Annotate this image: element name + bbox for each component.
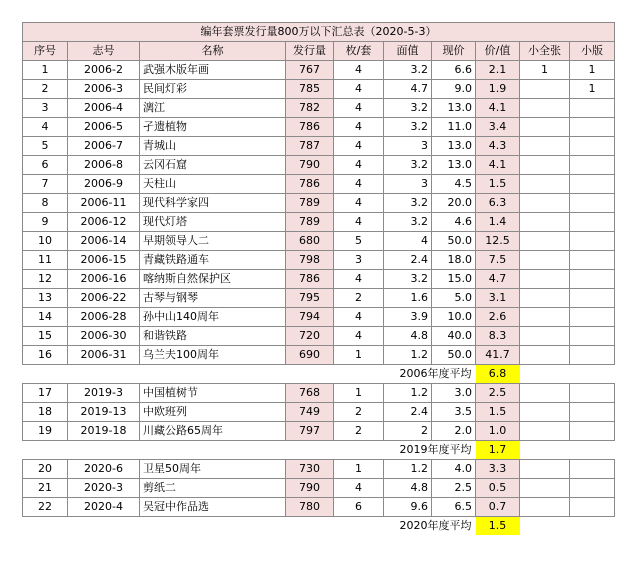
cell-ratio: 0.7: [476, 498, 520, 517]
cell-issue: 797: [286, 422, 334, 441]
cell-pieces: 4: [334, 479, 384, 498]
table-row: [23, 270, 615, 289]
cell-price: 18.0: [432, 251, 476, 270]
average-row: [23, 365, 615, 384]
cell-price: 3.5: [432, 403, 476, 422]
cell-code: 2006-4: [68, 99, 140, 118]
average-row: [23, 517, 615, 536]
cell-ratio: 41.7: [476, 346, 520, 365]
cell-sheetlet: [520, 118, 570, 137]
header-price: 现价: [432, 42, 476, 61]
cell-sheetlet: [520, 422, 570, 441]
cell-price: 2.5: [432, 479, 476, 498]
cell-price: 13.0: [432, 137, 476, 156]
table-row: [23, 346, 615, 365]
cell-price: 6.6: [432, 61, 476, 80]
cell-no: 11: [23, 251, 68, 270]
cell-name: 和谐铁路: [140, 327, 286, 346]
cell-pieces: 4: [334, 99, 384, 118]
cell-price: 2.0: [432, 422, 476, 441]
cell-price: 5.0: [432, 289, 476, 308]
cell-issue: 789: [286, 213, 334, 232]
cell-face-value: 4.7: [384, 80, 432, 99]
cell-minisheet: [570, 460, 615, 479]
cell-code: 2019-3: [68, 384, 140, 403]
cell-issue: 790: [286, 479, 334, 498]
cell-code: 2006-5: [68, 118, 140, 137]
cell-pieces: 2: [334, 403, 384, 422]
cell-pieces: 4: [334, 308, 384, 327]
average-value: 1.5: [476, 517, 520, 536]
cell-face-value: 3: [384, 175, 432, 194]
cell-price: 3.0: [432, 384, 476, 403]
table-row: [23, 213, 615, 232]
cell-price: 40.0: [432, 327, 476, 346]
cell-name: 古琴与钢琴: [140, 289, 286, 308]
cell-minisheet: [570, 156, 615, 175]
header-row: [23, 42, 615, 61]
table-row: [23, 327, 615, 346]
average-label: 2020年度平均: [399, 519, 472, 532]
cell-issue: 749: [286, 403, 334, 422]
cell-ratio: 2.5: [476, 384, 520, 403]
cell-issue: 787: [286, 137, 334, 156]
cell-price: 13.0: [432, 156, 476, 175]
cell-ratio: 3.4: [476, 118, 520, 137]
cell-name: 中国植树节: [140, 384, 286, 403]
cell-minisheet: [570, 137, 615, 156]
header-code: 志号: [68, 42, 140, 61]
table-row: [23, 137, 615, 156]
table-row: [23, 403, 615, 422]
cell-ratio: 0.5: [476, 479, 520, 498]
cell-name: 剪纸二: [140, 479, 286, 498]
cell-sheetlet: [520, 308, 570, 327]
sheet-title: 编年套票发行量800万以下汇总表（2020-5-3）: [23, 23, 615, 42]
table-row: [23, 232, 615, 251]
cell-minisheet: [570, 175, 615, 194]
cell-face-value: 4.8: [384, 327, 432, 346]
average-label: 2006年度平均: [399, 367, 472, 380]
cell-pieces: 3: [334, 251, 384, 270]
cell-no: 12: [23, 270, 68, 289]
cell-price: 11.0: [432, 118, 476, 137]
cell-code: 2020-3: [68, 479, 140, 498]
table-row: [23, 118, 615, 137]
cell-face-value: 3.2: [384, 61, 432, 80]
cell-pieces: 4: [334, 80, 384, 99]
cell-code: 2006-9: [68, 175, 140, 194]
cell-name: 现代科学家四: [140, 194, 286, 213]
average-blank: [520, 365, 615, 384]
cell-no: 19: [23, 422, 68, 441]
cell-ratio: 12.5: [476, 232, 520, 251]
cell-name: 卫星50周年: [140, 460, 286, 479]
cell-face-value: 2.4: [384, 251, 432, 270]
cell-issue: 785: [286, 80, 334, 99]
cell-pieces: 4: [334, 156, 384, 175]
cell-issue: 798: [286, 251, 334, 270]
table-row: [23, 251, 615, 270]
cell-ratio: 6.3: [476, 194, 520, 213]
table-row: [23, 479, 615, 498]
cell-name: 喀纳斯自然保护区: [140, 270, 286, 289]
cell-face-value: 1.2: [384, 346, 432, 365]
cell-name: 天柱山: [140, 175, 286, 194]
cell-minisheet: [570, 327, 615, 346]
cell-code: 2006-7: [68, 137, 140, 156]
table-row: [23, 61, 615, 80]
table-row: [23, 80, 615, 99]
cell-face-value: 3.2: [384, 99, 432, 118]
cell-pieces: 4: [334, 270, 384, 289]
cell-code: 2006-12: [68, 213, 140, 232]
cell-pieces: 4: [334, 137, 384, 156]
cell-price: 9.0: [432, 80, 476, 99]
cell-sheetlet: [520, 270, 570, 289]
header-pieces: 枚/套: [334, 42, 384, 61]
cell-face-value: 2.4: [384, 403, 432, 422]
cell-minisheet: 1: [570, 61, 615, 80]
cell-sheetlet: [520, 327, 570, 346]
cell-issue: 730: [286, 460, 334, 479]
cell-sheetlet: [520, 213, 570, 232]
cell-no: 15: [23, 327, 68, 346]
cell-minisheet: [570, 270, 615, 289]
cell-code: 2006-30: [68, 327, 140, 346]
table-row: [23, 156, 615, 175]
cell-no: 7: [23, 175, 68, 194]
cell-minisheet: [570, 118, 615, 137]
average-blank: [520, 517, 615, 536]
cell-minisheet: [570, 384, 615, 403]
cell-no: 21: [23, 479, 68, 498]
cell-code: 2006-15: [68, 251, 140, 270]
cell-no: 10: [23, 232, 68, 251]
average-blank: [520, 441, 615, 460]
cell-name: 孑遗植物: [140, 118, 286, 137]
cell-name: 吴冠中作品选: [140, 498, 286, 517]
cell-face-value: 4: [384, 232, 432, 251]
cell-code: 2019-18: [68, 422, 140, 441]
cell-price: 13.0: [432, 99, 476, 118]
cell-name: 乌兰夫100周年: [140, 346, 286, 365]
cell-sheetlet: [520, 384, 570, 403]
cell-issue: 780: [286, 498, 334, 517]
cell-price: 4.0: [432, 460, 476, 479]
cell-name: 川藏公路65周年: [140, 422, 286, 441]
cell-ratio: 4.3: [476, 137, 520, 156]
cell-face-value: 3: [384, 137, 432, 156]
cell-no: 22: [23, 498, 68, 517]
cell-minisheet: [570, 289, 615, 308]
cell-face-value: 2: [384, 422, 432, 441]
cell-issue: 768: [286, 384, 334, 403]
cell-code: 2006-8: [68, 156, 140, 175]
cell-name: 青藏铁路通车: [140, 251, 286, 270]
cell-sheetlet: [520, 479, 570, 498]
cell-minisheet: [570, 346, 615, 365]
cell-pieces: 5: [334, 232, 384, 251]
cell-code: 2006-3: [68, 80, 140, 99]
header-face-value: 面值: [384, 42, 432, 61]
cell-minisheet: [570, 422, 615, 441]
cell-issue: 782: [286, 99, 334, 118]
cell-pieces: 4: [334, 175, 384, 194]
cell-code: 2006-11: [68, 194, 140, 213]
cell-ratio: 4.7: [476, 270, 520, 289]
cell-face-value: 3.2: [384, 118, 432, 137]
header-ratio: 价/值: [476, 42, 520, 61]
average-value: 1.7: [476, 441, 520, 460]
cell-face-value: 4.8: [384, 479, 432, 498]
cell-sheetlet: [520, 460, 570, 479]
cell-code: 2006-14: [68, 232, 140, 251]
cell-code: 2020-4: [68, 498, 140, 517]
cell-sheetlet: [520, 99, 570, 118]
cell-no: 20: [23, 460, 68, 479]
cell-sheetlet: 1: [520, 61, 570, 80]
cell-sheetlet: [520, 156, 570, 175]
cell-ratio: 8.3: [476, 327, 520, 346]
table-row: [23, 422, 615, 441]
cell-sheetlet: [520, 232, 570, 251]
cell-minisheet: [570, 479, 615, 498]
cell-code: 2006-28: [68, 308, 140, 327]
table-row: [23, 460, 615, 479]
cell-issue: 767: [286, 61, 334, 80]
cell-sheetlet: [520, 251, 570, 270]
table-row: [23, 498, 615, 517]
cell-issue: 786: [286, 270, 334, 289]
cell-pieces: 2: [334, 289, 384, 308]
cell-ratio: 7.5: [476, 251, 520, 270]
cell-pieces: 4: [334, 327, 384, 346]
cell-price: 50.0: [432, 346, 476, 365]
cell-code: 2006-2: [68, 61, 140, 80]
cell-ratio: 3.1: [476, 289, 520, 308]
cell-minisheet: [570, 498, 615, 517]
cell-price: 4.6: [432, 213, 476, 232]
cell-face-value: 3.2: [384, 213, 432, 232]
cell-name: 中欧班列: [140, 403, 286, 422]
cell-sheetlet: [520, 137, 570, 156]
average-row: [23, 441, 615, 460]
table-row: [23, 289, 615, 308]
cell-sheetlet: [520, 80, 570, 99]
cell-issue: 690: [286, 346, 334, 365]
cell-name: 早期领导人二: [140, 232, 286, 251]
stamp-summary-sheet: [22, 22, 615, 535]
table-row: [23, 99, 615, 118]
cell-pieces: 2: [334, 422, 384, 441]
cell-name: 云冈石窟: [140, 156, 286, 175]
cell-minisheet: [570, 213, 615, 232]
cell-code: 2006-16: [68, 270, 140, 289]
cell-ratio: 3.3: [476, 460, 520, 479]
stamp-summary-table: [22, 22, 615, 535]
cell-face-value: 3.2: [384, 270, 432, 289]
cell-pieces: 6: [334, 498, 384, 517]
cell-code: 2006-31: [68, 346, 140, 365]
cell-no: 14: [23, 308, 68, 327]
cell-minisheet: [570, 99, 615, 118]
cell-pieces: 1: [334, 346, 384, 365]
cell-issue: 789: [286, 194, 334, 213]
cell-ratio: 2.6: [476, 308, 520, 327]
cell-face-value: 3.2: [384, 194, 432, 213]
cell-ratio: 1.9: [476, 80, 520, 99]
cell-no: 17: [23, 384, 68, 403]
cell-face-value: 1.2: [384, 384, 432, 403]
cell-code: 2020-6: [68, 460, 140, 479]
cell-ratio: 1.5: [476, 175, 520, 194]
cell-face-value: 9.6: [384, 498, 432, 517]
cell-pieces: 1: [334, 384, 384, 403]
cell-price: 20.0: [432, 194, 476, 213]
cell-minisheet: 1: [570, 80, 615, 99]
header-sheetlet: 小全张: [520, 42, 570, 61]
cell-face-value: 1.6: [384, 289, 432, 308]
cell-minisheet: [570, 232, 615, 251]
cell-face-value: 3.9: [384, 308, 432, 327]
cell-name: 漓江: [140, 99, 286, 118]
cell-pieces: 4: [334, 61, 384, 80]
cell-no: 1: [23, 61, 68, 80]
cell-minisheet: [570, 194, 615, 213]
table-row: [23, 175, 615, 194]
cell-sheetlet: [520, 194, 570, 213]
cell-ratio: 4.1: [476, 99, 520, 118]
cell-sheetlet: [520, 175, 570, 194]
cell-issue: 795: [286, 289, 334, 308]
cell-pieces: 4: [334, 213, 384, 232]
cell-issue: 786: [286, 175, 334, 194]
cell-minisheet: [570, 403, 615, 422]
cell-issue: 720: [286, 327, 334, 346]
cell-ratio: 2.1: [476, 61, 520, 80]
header-name: 名称: [140, 42, 286, 61]
cell-sheetlet: [520, 498, 570, 517]
cell-name: 武强木版年画: [140, 61, 286, 80]
cell-pieces: 1: [334, 460, 384, 479]
cell-price: 15.0: [432, 270, 476, 289]
table-row: [23, 308, 615, 327]
cell-sheetlet: [520, 403, 570, 422]
header-issue: 发行量: [286, 42, 334, 61]
title-row: [23, 23, 615, 42]
cell-face-value: 1.2: [384, 460, 432, 479]
cell-no: 16: [23, 346, 68, 365]
cell-no: 8: [23, 194, 68, 213]
cell-pieces: 4: [334, 118, 384, 137]
average-label: 2019年度平均: [399, 443, 472, 456]
cell-issue: 680: [286, 232, 334, 251]
cell-name: 孙中山140周年: [140, 308, 286, 327]
cell-no: 5: [23, 137, 68, 156]
cell-no: 18: [23, 403, 68, 422]
cell-no: 2: [23, 80, 68, 99]
cell-sheetlet: [520, 346, 570, 365]
cell-name: 青城山: [140, 137, 286, 156]
cell-minisheet: [570, 308, 615, 327]
cell-issue: 794: [286, 308, 334, 327]
cell-price: 6.5: [432, 498, 476, 517]
cell-pieces: 4: [334, 194, 384, 213]
cell-no: 9: [23, 213, 68, 232]
cell-code: 2019-13: [68, 403, 140, 422]
cell-ratio: 4.1: [476, 156, 520, 175]
cell-code: 2006-22: [68, 289, 140, 308]
cell-issue: 786: [286, 118, 334, 137]
table-row: [23, 384, 615, 403]
cell-no: 13: [23, 289, 68, 308]
average-value: 6.8: [476, 365, 520, 384]
cell-ratio: 1.4: [476, 213, 520, 232]
cell-name: 现代灯塔: [140, 213, 286, 232]
cell-no: 6: [23, 156, 68, 175]
cell-price: 50.0: [432, 232, 476, 251]
cell-face-value: 3.2: [384, 156, 432, 175]
cell-ratio: 1.0: [476, 422, 520, 441]
cell-issue: 790: [286, 156, 334, 175]
cell-ratio: 1.5: [476, 403, 520, 422]
cell-price: 4.5: [432, 175, 476, 194]
cell-name: 民间灯彩: [140, 80, 286, 99]
table-row: [23, 194, 615, 213]
cell-no: 4: [23, 118, 68, 137]
cell-no: 3: [23, 99, 68, 118]
cell-minisheet: [570, 251, 615, 270]
cell-price: 10.0: [432, 308, 476, 327]
header-no: 序号: [23, 42, 68, 61]
header-minisheet: 小版: [570, 42, 615, 61]
cell-sheetlet: [520, 289, 570, 308]
